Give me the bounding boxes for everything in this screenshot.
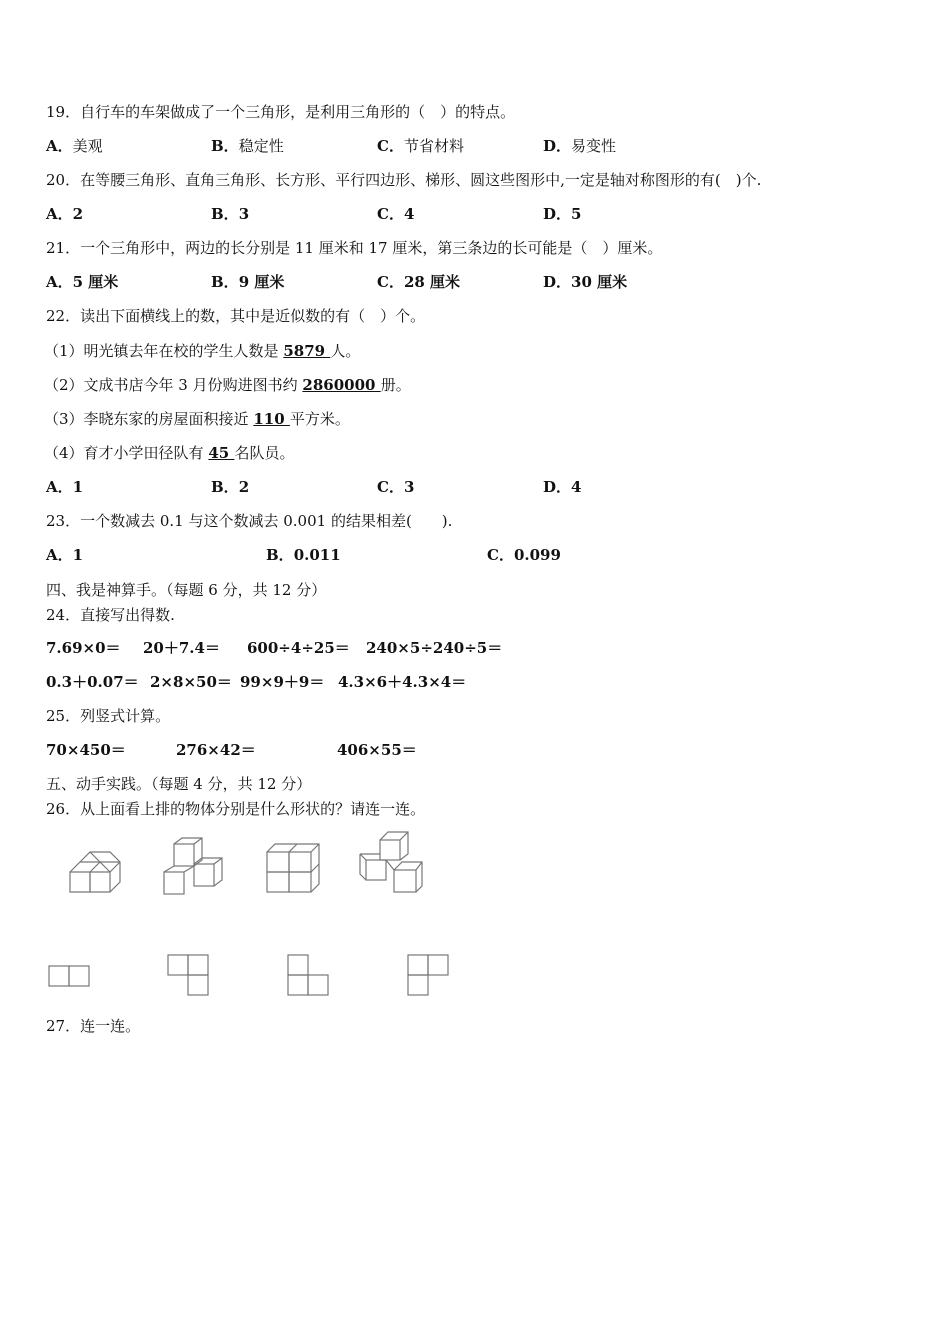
q23-option-c[interactable]: C．0.099	[487, 546, 561, 564]
q22-item-4: （4）育才小学田径队有 45 名队员。	[44, 444, 295, 462]
q20-option-b[interactable]: B．3	[211, 205, 250, 223]
top-view-shape-1	[48, 965, 92, 989]
calc-item: 20＋7.4＝	[143, 639, 220, 657]
calc-item: 7.69×0＝	[46, 639, 121, 657]
q19-option-d[interactable]: D．易变性	[543, 137, 617, 155]
q20-option-a[interactable]: A．2	[46, 205, 84, 223]
question-26: 26．从上面看上排的物体分别是什么形状的？请连一连。	[46, 800, 426, 818]
q22-item-1: （1）明光镇去年在校的学生人数是 5879 人。	[44, 342, 361, 360]
question-27: 27．连一连。	[46, 1017, 141, 1035]
calc-item: 2×8×50＝	[150, 673, 232, 691]
question-24: 24．直接写出得数.	[46, 606, 175, 624]
calc-item: 240×5÷240÷5＝	[366, 639, 503, 657]
calc-item: 600÷4÷25＝	[247, 639, 350, 657]
calc-item: 70×450＝	[46, 741, 126, 759]
q22-option-d[interactable]: D．4	[543, 478, 582, 496]
calc-item: 4.3×6＋4.3×4＝	[338, 673, 467, 691]
top-view-shape-3	[287, 954, 331, 998]
cube-figure-1	[66, 850, 126, 896]
top-view-shape-4	[407, 954, 451, 998]
calc-item: 99×9＋9＝	[240, 673, 325, 691]
cube-figure-3	[263, 840, 323, 896]
q21-option-a[interactable]: A．5 厘米	[46, 273, 119, 291]
q23-option-a[interactable]: A．1	[46, 546, 84, 564]
calc-item: 276×42＝	[176, 741, 256, 759]
q22-option-b[interactable]: B．2	[211, 478, 250, 496]
section-5-heading: 五、动手实践。（每题 4 分，共 12 分）	[46, 775, 312, 793]
top-view-shape-2	[167, 954, 211, 998]
section-4-heading: 四、我是神算手。（每题 6 分，共 12 分）	[46, 581, 327, 599]
q20-option-c[interactable]: C．4	[377, 205, 415, 223]
q19-option-a[interactable]: A．美观	[46, 137, 103, 155]
calc-item: 0.3＋0.07＝	[46, 673, 139, 691]
question-25: 25．列竖式计算。	[46, 707, 171, 725]
q21-option-b[interactable]: B．9 厘米	[211, 273, 285, 291]
q22-item-2: （2）文成书店今年 3 月份购进图书约 2860000 册。	[44, 376, 411, 394]
q19-option-b[interactable]: B．稳定性	[211, 137, 284, 155]
question-19: 19．自行车的车架做成了一个三角形，是利用三角形的（ ）的特点。	[46, 103, 516, 121]
question-20: 20．在等腰三角形、直角三角形、长方形、平行四边形、梯形、圆这些图形中,一定是轴对称图形的有( )个.	[46, 171, 762, 189]
q20-option-d[interactable]: D．5	[543, 205, 582, 223]
cube-figure-4	[356, 830, 426, 896]
question-23: 23．一个数减去 0.1 与这个数减去 0.001 的结果相差( ).	[46, 512, 453, 530]
q22-item-3: （3）李晓东家的房屋面积接近 110 平方米。	[44, 410, 350, 428]
question-22: 22．读出下面横线上的数，其中是近似数的有（ ）个。	[46, 307, 426, 325]
question-21: 21．一个三角形中，两边的长分别是 11 厘米和 17 厘米，第三条边的长可能是（ ）厘米。	[46, 239, 663, 257]
cube-figure-2	[160, 836, 226, 898]
q23-option-b[interactable]: B．0.011	[266, 546, 341, 564]
q21-option-c[interactable]: C．28 厘米	[377, 273, 461, 291]
q19-option-c[interactable]: C．节省材料	[377, 137, 464, 155]
calc-item: 406×55＝	[337, 741, 417, 759]
q22-option-a[interactable]: A．1	[46, 478, 84, 496]
q21-option-d[interactable]: D．30 厘米	[543, 273, 628, 291]
q22-option-c[interactable]: C．3	[377, 478, 415, 496]
